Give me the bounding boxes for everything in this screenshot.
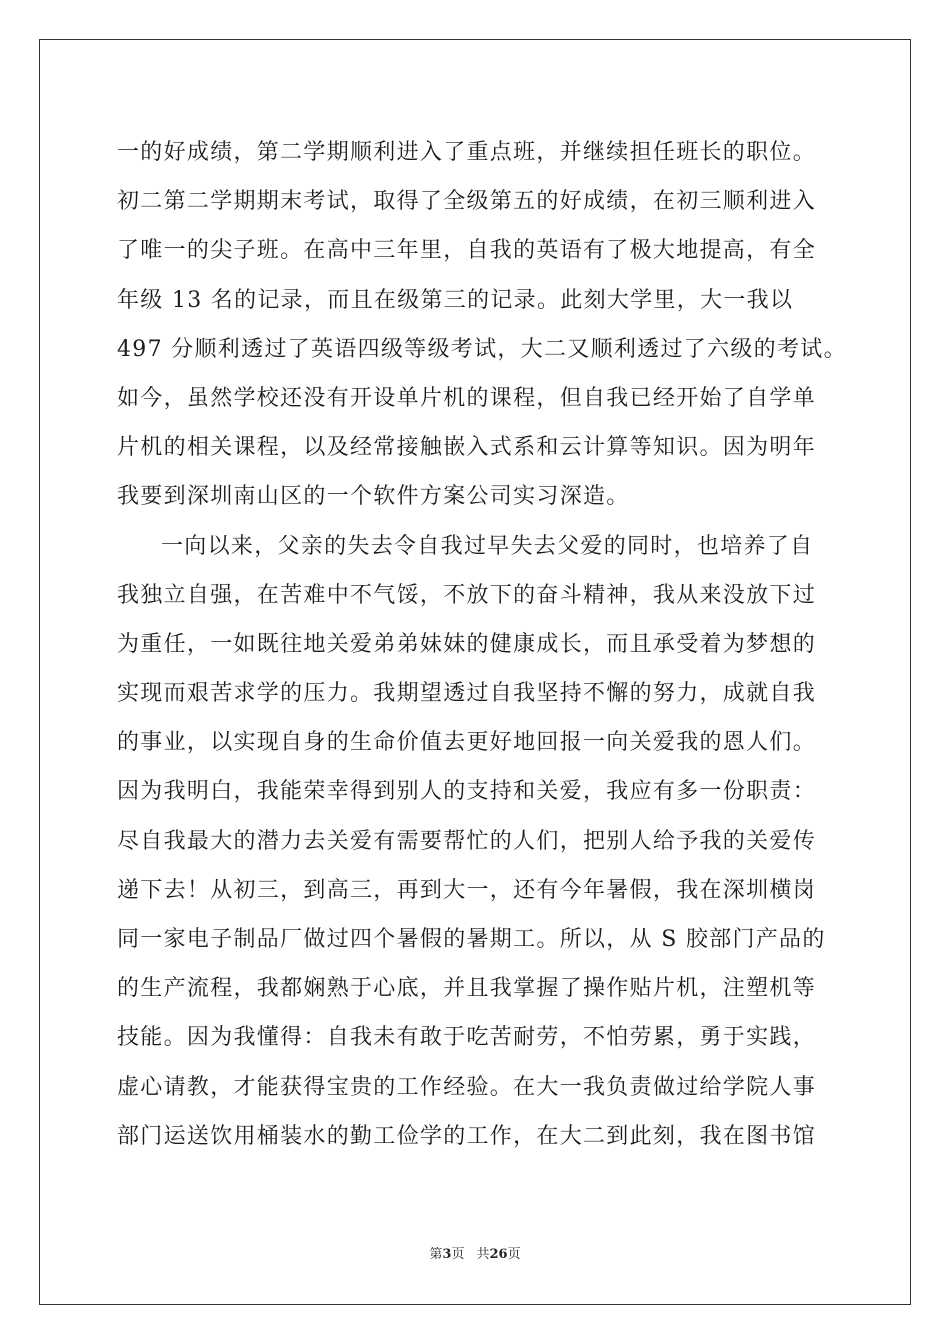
text-line: 部门运送饮用桶装水的勤工俭学的工作，在大二到此刻，我在图书馆	[117, 1123, 817, 1149]
text-line: 初二第二学期期末考试，取得了全级第五的好成绩，在初三顺利进入	[117, 189, 817, 215]
text-line: 尽自我最大的潜力去关爱有需要帮忙的人们，把别人给予我的关爱传	[117, 828, 817, 854]
text-line: 虚心请教，才能获得宝贵的工作经验。在大一我负责做过给学院人事	[117, 1074, 817, 1100]
text-line: 递下去！从初三，到高三，再到大一，还有今年暑假，我在深圳横岗	[117, 877, 817, 903]
page-label-suffix: 页	[451, 1247, 465, 1262]
text-line: 我要到深圳南山区的一个软件方案公司实习深造。	[117, 484, 630, 510]
document-body	[117, 128, 847, 1161]
text-line: 实现而艰苦求学的压力。我期望透过自我坚持不懈的努力，成就自我	[117, 681, 817, 707]
text-line: 因为我明白，我能荣幸得到别人的支持和关爱，我应有多一份职责：	[117, 779, 817, 805]
total-page-count: 26	[489, 1247, 508, 1262]
text-line: 为重任，一如既往地关爱弟弟妹妹的健康成长，而且承受着为梦想的	[117, 631, 817, 657]
total-label-suffix: 页	[507, 1247, 521, 1262]
text-line: 同一家电子制品厂做过四个暑假的暑期工。所以，从 S 胶部门产品的	[117, 927, 826, 952]
current-page-number: 3	[442, 1247, 452, 1262]
page-label-prefix: 第	[429, 1247, 443, 1262]
text-line: 年级 13 名的记录，而且在级第三的记录。此刻大学里，大一我以	[117, 287, 794, 313]
text-line: 片机的相关课程，以及经常接触嵌入式系和云计算等知识。因为明年	[117, 435, 817, 461]
text-line: 的生产流程，我都娴熟于心底，并且我掌握了操作贴片机，注塑机等	[117, 976, 817, 1002]
text-line: 的事业，以实现自身的生命价值去更好地回报一向关爱我的恩人们。	[117, 730, 817, 756]
text-line: 了唯一的尖子班。在高中三年里，自我的英语有了极大地提高，有全	[117, 238, 817, 264]
text-line: 技能。因为我懂得：自我未有敢于吃苦耐劳，不怕劳累，勇于实践，	[117, 1025, 817, 1051]
total-label-prefix: 共	[476, 1247, 490, 1262]
page-footer	[0, 1246, 950, 1264]
paragraph-first-line: 一向以来，父亲的失去令自我过早失去父爱的同时，也培养了自	[161, 533, 814, 559]
text-line: 497 分顺利透过了英语四级等级考试，大二又顺利透过了六级的考试。	[117, 336, 847, 362]
text-line: 一的好成绩，第二学期顺利进入了重点班，并继续担任班长的职位。	[117, 140, 817, 165]
text-line: 如今，虽然学校还没有开设单片机的课程，但自我已经开始了自学单	[117, 385, 817, 411]
text-line: 我独立自强，在苦难中不气馁，不放下的奋斗精神，我从来没放下过	[117, 582, 817, 608]
